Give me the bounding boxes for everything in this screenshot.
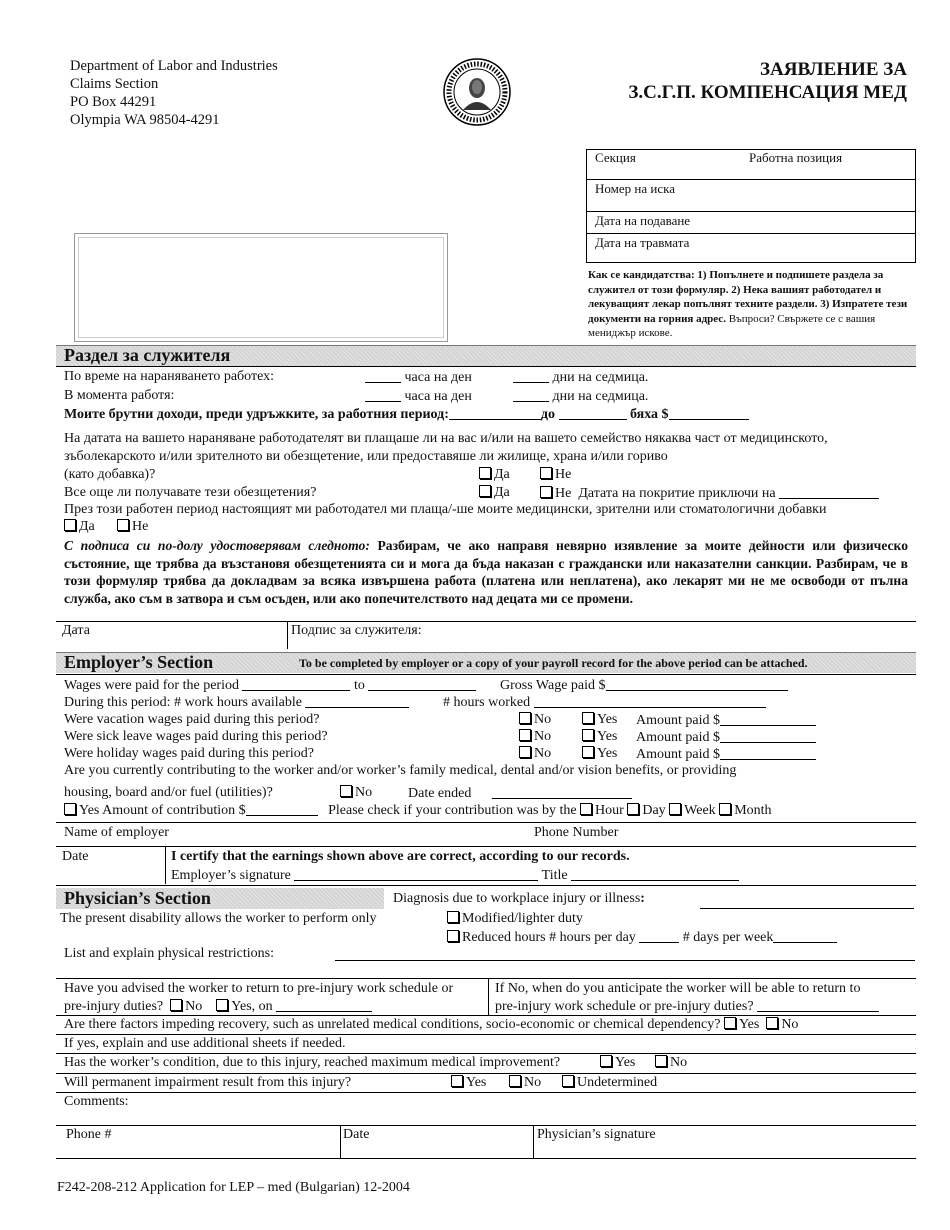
no-label: Не <box>555 467 572 482</box>
physician-phone-field[interactable]: Phone # <box>66 1127 112 1142</box>
state-seal <box>443 58 511 126</box>
current-benefits-yes-checkbox[interactable] <box>64 519 76 531</box>
coverage-ended-input[interactable] <box>779 485 879 499</box>
still-receiving-question: Все още ли получавате тези обезщетения? <box>64 485 317 500</box>
days-per-week-label: # days per week <box>682 930 774 945</box>
how-to-apply <box>588 268 913 341</box>
employer-date-field[interactable]: Date <box>62 849 89 864</box>
worked-at-injury-label: По време на нараняването работех: <box>64 369 275 384</box>
title-label: Title <box>541 868 568 883</box>
amount-paid-label: Amount paid $ <box>636 730 720 745</box>
sick-no-checkbox[interactable] <box>519 729 531 741</box>
employer-title-input[interactable] <box>571 867 739 881</box>
anticipate-return-line2: pre-injury work schedule or pre-injury duties? <box>495 999 754 1014</box>
mmi-yes-checkbox[interactable] <box>600 1055 612 1067</box>
hours-per-day-input[interactable] <box>639 929 679 943</box>
advised-return-line1: Have you advised the worker to return to pre-injury work schedule or <box>64 981 454 996</box>
contribution-question-line1: Are you currently contributing to the worker and/or worker’s family medical, dental and/or vision benefits, or providing <box>64 763 737 778</box>
yes-label: Yes <box>597 729 618 744</box>
yes-label: Yes <box>615 1055 636 1070</box>
vacation-yes-checkbox[interactable] <box>582 712 594 724</box>
certification-body: Разбирам, че ако направя невярно изявление за моите дейности или физическо състояние, ще трябва да възстановя обезщетенията си и мога да бъда наказан с граждански или наказателни санкции. Разбирам, че в този формуляр трябва да докладвам за всяка извършена работа (платена или неплатена), ако лекарят ми не ме освободи от пълна служба, ако съм в затвора и съм осъден, или ако попечителството над децата ми се промени. <box>64 538 909 606</box>
holiday-question: Were holiday wages paid during this period? <box>64 746 315 761</box>
comments-field[interactable]: Comments: <box>64 1094 129 1109</box>
date-ended-label: Date ended <box>408 786 472 801</box>
days-per-week-at-injury-input[interactable] <box>513 369 549 383</box>
dept-line: Olympia WA 98504-4291 <box>70 112 220 128</box>
form-title-line1: ЗАЯВЛЕНИЕ ЗА <box>760 59 907 80</box>
advised-no-checkbox[interactable] <box>170 999 182 1011</box>
gross-period-end-input[interactable] <box>559 406 627 420</box>
injury-date-field[interactable]: Дата на травмата <box>595 235 690 250</box>
yes-label: Yes <box>597 712 618 727</box>
coverage-ended-label: Датата на покритие приключи на <box>578 486 776 501</box>
contribution-no-checkbox[interactable] <box>340 785 352 797</box>
vacation-question: Were vacation wages paid during this period? <box>64 712 320 727</box>
dept-address <box>70 57 278 129</box>
holiday-no-checkbox[interactable] <box>519 746 531 758</box>
wages-period-end-input[interactable] <box>368 677 476 691</box>
month-checkbox[interactable] <box>719 803 731 815</box>
claim-number-field[interactable]: Номер на иска <box>595 181 675 196</box>
were-label: бяха $ <box>630 407 669 422</box>
yes-label: Yes <box>738 1017 760 1032</box>
gross-period-start-input[interactable] <box>449 406 541 420</box>
month-label: Month <box>734 803 772 818</box>
how-to-apply-steps: Как се кандидатства: 1) Попълнете и подпишете раздела за служител от този формуляр. 2) Нека вашият работодател и лекуващият лекар попълнят техните раздели. 3) Изпратете тези документи на горния адрес. <box>588 269 908 325</box>
no-label: No <box>524 1075 542 1090</box>
yes-label: Да <box>494 485 510 500</box>
form-title <box>628 58 907 104</box>
how-to-apply-questions: Въпроси? Свържете се с вашия мениджър искове. <box>588 312 876 339</box>
benefits-question-line2: зъболекарското и/или зрителното ви обезщетение, или предоставяше ли жилище, храна и/или гориво <box>64 449 668 464</box>
reduced-hours-label: Reduced hours <box>462 930 546 945</box>
yes-label: Да <box>79 519 95 534</box>
address-window <box>74 233 448 342</box>
no-label: No <box>534 712 552 727</box>
sick-yes-checkbox[interactable] <box>582 729 594 741</box>
hour-checkbox[interactable] <box>580 803 592 815</box>
amount-contribution-label: Amount of contribution $ <box>102 803 246 818</box>
yes-label: Yes <box>79 803 100 818</box>
day-label: Day <box>642 803 666 818</box>
factors-question: Are there factors impeding recovery, such as unrelated medical conditions, socio-economic or chemical dependency? <box>64 1017 721 1032</box>
hours-day-label: часа на ден <box>404 389 472 404</box>
days-per-week-current-input[interactable] <box>513 388 549 402</box>
no-label: No <box>355 785 373 800</box>
certification-lead: С подписа си по-долу удостоверявам следното: <box>64 538 370 553</box>
diagnosis-input[interactable] <box>700 908 914 909</box>
modified-duty-checkbox[interactable] <box>447 911 459 923</box>
amount-paid-label: Amount paid $ <box>636 713 720 728</box>
still-receiving-yes-checkbox[interactable] <box>479 485 491 497</box>
form-number-footer: F242-208-212 Application for LEP – med (Bulgarian) 12-2004 <box>57 1180 410 1195</box>
yes-label: Yes <box>597 746 618 761</box>
employee-signature-field[interactable]: Подпис за служителя: <box>291 623 422 638</box>
if-yes-explain[interactable]: If yes, explain and use additional sheets if needed. <box>64 1036 346 1051</box>
advised-date-input[interactable] <box>276 998 372 1012</box>
hours-available-label: During this period: # work hours available <box>64 695 302 710</box>
no-label: Не <box>555 486 572 501</box>
contribution-question-line2: housing, board and/or fuel (utilities)? <box>64 785 273 800</box>
benefits-question-line1: На датата на вашето нараняване работодателят ви плащаше ли на вас и/или на вашето семейство някаква част от медицинското, <box>64 431 828 446</box>
to-label: до <box>540 407 555 422</box>
yes-on-label: Yes, on <box>231 999 273 1014</box>
sick-question: Were sick leave wages paid during this period? <box>64 729 328 744</box>
employer-section-subtitle: To be completed by employer or a copy of your payroll record for the above period can be attached. <box>299 656 808 670</box>
hours-day-label: часа на ден <box>404 370 472 385</box>
gross-amount-input[interactable] <box>669 406 749 420</box>
hours-per-day-at-injury-input[interactable] <box>365 369 401 383</box>
factors-no-checkbox[interactable] <box>766 1017 778 1029</box>
section-field[interactable]: Секция <box>595 150 636 165</box>
no-label: Не <box>132 519 149 534</box>
holiday-amount-input[interactable] <box>720 746 816 760</box>
week-checkbox[interactable] <box>669 803 681 815</box>
vacation-no-checkbox[interactable] <box>519 712 531 724</box>
employee-date-field[interactable]: Дата <box>62 623 90 638</box>
currently-working-label: В момента работя: <box>64 388 175 403</box>
no-label: No <box>534 729 552 744</box>
yes-label: Yes <box>466 1075 487 1090</box>
employer-section-title: Employer’s Section <box>64 652 214 672</box>
dept-line: PO Box 44291 <box>70 94 157 110</box>
impairment-undetermined-checkbox[interactable] <box>562 1075 574 1087</box>
modified-duty-label: Modified/lighter duty <box>462 911 583 926</box>
benefits-no-checkbox[interactable] <box>540 467 552 479</box>
contribution-amount-input[interactable] <box>246 802 318 816</box>
undetermined-label: Undetermined <box>577 1075 658 1090</box>
to-label: to <box>353 678 365 693</box>
no-label: No <box>670 1055 688 1070</box>
gross-wage-label: Gross Wage paid $ <box>500 678 606 693</box>
please-check-label: Please check if your contribution was by the <box>328 803 577 818</box>
still-receiving-no-checkbox[interactable] <box>540 486 552 498</box>
job-position-field[interactable]: Работна позиция <box>749 150 843 165</box>
dept-line: Department of Labor and Industries <box>70 58 278 74</box>
employer-phone-field[interactable]: Phone Number <box>534 825 619 840</box>
gross-wage-input[interactable] <box>606 677 788 691</box>
employer-name-field[interactable]: Name of employer <box>64 825 169 840</box>
wages-period-label: Wages were paid for the period <box>64 678 239 693</box>
benefits-yes-checkbox[interactable] <box>479 467 491 479</box>
no-label: No <box>781 1017 799 1032</box>
dept-line: Claims Section <box>70 76 159 92</box>
reduced-hours-checkbox[interactable] <box>447 930 459 942</box>
days-per-week-input[interactable] <box>773 929 837 943</box>
date-ended-input[interactable] <box>492 785 632 799</box>
yes-label: Да <box>494 467 510 482</box>
day-checkbox[interactable] <box>627 803 639 815</box>
week-label: Week <box>684 803 716 818</box>
hours-available-input[interactable] <box>305 694 409 708</box>
physician-section-title: Physician’s Section <box>64 888 211 908</box>
days-week-label: дни на седмица. <box>552 370 649 385</box>
hours-worked-input[interactable] <box>534 694 766 708</box>
sick-amount-input[interactable] <box>720 729 816 743</box>
benefits-question-line3: (като добавка)? <box>64 467 156 482</box>
physician-signature-field[interactable]: Physician’s signature <box>537 1127 656 1142</box>
current-benefits-no-checkbox[interactable] <box>117 519 129 531</box>
no-label: No <box>185 999 203 1014</box>
diagnosis-label: Diagnosis due to workplace injury or illness <box>393 891 641 906</box>
mmi-no-checkbox[interactable] <box>655 1055 667 1067</box>
employer-signature-input[interactable] <box>294 867 538 881</box>
wages-period-start-input[interactable] <box>242 677 350 691</box>
days-week-label: дни на седмица. <box>552 389 649 404</box>
form-title-line2: З.С.Г.П. КОМПЕНСАЦИЯ МЕД <box>628 82 907 103</box>
employee-section-title: Раздел за служителя <box>64 345 231 365</box>
anticipate-return-line1: If No, when do you anticipate the worker will be able to return to <box>495 981 861 996</box>
impairment-no-checkbox[interactable] <box>509 1075 521 1087</box>
mmi-question: Has the worker’s condition, due to this injury, reached maximum medical improvement? <box>64 1055 561 1070</box>
current-employer-benefits-question: През този работен период настоящият ми работодател ми плаща/-ше моите медицински, зрителни или стоматологични добавки <box>64 502 827 517</box>
advised-yes-checkbox[interactable] <box>216 999 228 1011</box>
vacation-amount-input[interactable] <box>720 712 816 726</box>
factors-yes-checkbox[interactable] <box>724 1017 736 1029</box>
holiday-yes-checkbox[interactable] <box>582 746 594 758</box>
certification-text <box>64 537 908 607</box>
filed-date-field[interactable]: Дата на подаване <box>595 213 691 228</box>
physician-date-field[interactable]: Date <box>343 1127 370 1142</box>
anticipate-date-input[interactable] <box>757 998 879 1012</box>
contribution-yes-checkbox[interactable] <box>64 803 76 815</box>
employer-signature-label: Employer’s signature <box>171 868 291 883</box>
employer-certify-text: I certify that the earnings shown above are correct, according to our records <box>171 849 627 864</box>
hour-label: Hour <box>595 803 624 818</box>
allows-perform-label: The present disability allows the worker to perform only <box>60 911 377 926</box>
amount-paid-label: Amount paid $ <box>636 747 720 762</box>
impairment-yes-checkbox[interactable] <box>451 1075 463 1087</box>
hours-worked-label: # hours worked <box>443 695 531 710</box>
hours-per-day-label: # hours per day <box>549 930 636 945</box>
advised-return-line2: pre-injury duties? <box>64 999 164 1014</box>
impairment-question: Will permanent impairment result from this injury? <box>64 1075 352 1090</box>
restrictions-label: List and explain physical restrictions: <box>64 946 274 961</box>
hours-per-day-current-input[interactable] <box>365 388 401 402</box>
restrictions-input[interactable] <box>335 960 915 961</box>
gross-income-label: Моите брутни доходи, преди удръжките, за работния период: <box>64 407 449 422</box>
no-label: No <box>534 746 552 761</box>
